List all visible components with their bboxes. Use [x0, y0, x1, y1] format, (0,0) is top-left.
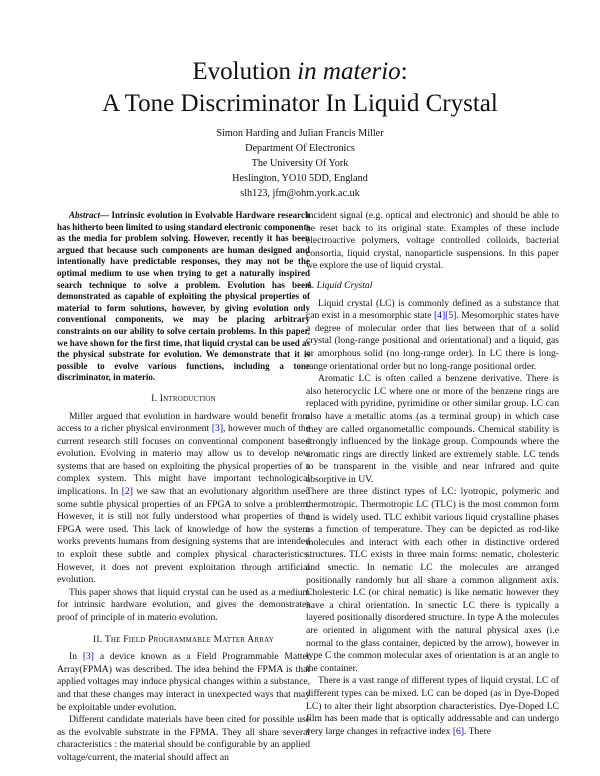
right-paragraph-continued: incident signal (e.g. optical and electronic) and should be able to be reset back to its original state. Examples of these include electroactive polymers, voltage controlled colloids, bacterial consortia, liquid crystal, nanoparticle suspensions. In this paper we explore the use of liquid crystal.	[306, 210, 559, 272]
lc-p1-text-b: . Mesomorphic states have a degree of molecular order that lies between that of a solid crystal (long-range positional and orientational) and a liquid, gas or amorphous solid (no long-range order). In LC there is long-range orientational order but no long-range positional order.	[306, 310, 559, 372]
subsection-heading-liquid-crystal: A. Liquid Crystal	[306, 279, 373, 291]
citation-link-6[interactable]: [6]	[452, 725, 465, 737]
intro-paragraph-1	[57, 411, 310, 587]
citation-link-3[interactable]: [3]	[211, 423, 224, 435]
author-university: The University Of York	[251, 158, 349, 169]
lc-paragraph-4	[306, 675, 559, 738]
fpma-p1-text-a: In	[69, 651, 83, 663]
abstract	[57, 210, 310, 384]
intro-paragraph-2: This paper shows that liquid crystal can be used as a medium for intrinsic hardware evolution, and gives the demonstrates proof of principle of in materio evolution.	[57, 586, 310, 623]
title-part-in-materio: in materio	[297, 58, 401, 85]
lc-p4-text-b: . There	[464, 725, 492, 737]
paper-title-line-2: A Tone Discriminator In Liquid Crystal	[102, 90, 498, 117]
lc-paragraph-2: Aromatic LC is often called a benzene derivative. There is also heterocyclic LC where one or more of the benzene rings are replaced with pyridine, pyrimidine or other similar group. LC can also have a metallic atoms (as a terminal group) in which case they are called organometallic compounds. Chemical stability is strongly influenced by the linkage group. Compounds where the aromatic rings are directly linked are extremely stable. LC tends to be transparent in the visible and near infrared and quite absorptive in UV.	[306, 373, 559, 485]
abstract-text: — Intrinsic evolution in Evolvable Hardware research has hitherto been limited to using standard electronic components as the media for problem solving. However, recently it has been argued that because such components are human designed and intentionally have predictable responses, they may not be the optimal medium to use when trying to get a naturally inspired search technique to solve a problem. Evolution has been demonstrated as capable of exploiting the physical properties of material to form solutions, however, by giving evolution only conventional components, we may be placing arbitrary constraints on our ability to solve certain problems. In this paper, we have shown for the first time, that liquid crystal can be used as the physical substrate for evolution. We demonstrate that it is possible to evolve various functions, including a tone discriminator, in materio.	[57, 210, 310, 383]
right-column	[306, 210, 559, 738]
fpma-paragraph-1	[57, 651, 310, 714]
section-heading-fpma: II. The Field Programmable Matter Array	[93, 633, 274, 645]
intro-p1-text-b: , however much of the current research still focuses on conventional component based evolution. Evolving in materio may allow us to develop new systems that are based on exploiting the physical properties of a complex system. This might have important technological implications. In	[57, 423, 310, 498]
citation-link-3-fpma[interactable]: [3]	[82, 651, 94, 663]
paper-title-line-1	[0, 56, 600, 88]
fpma-p1-text-b: a device known as a Field Programmable Matter Array(FPMA) was described. The idea behind the FPMA is that applied voltages may induce physical changes within a substance, and that these changes may interact in unexpected ways that may be exploitable under evolution.	[57, 651, 310, 713]
title-part-colon: :	[400, 58, 408, 85]
author-block	[0, 126, 600, 201]
citation-link-2[interactable]: [2]	[121, 486, 133, 498]
abstract-label: Abstract	[69, 210, 101, 220]
intro-p1-text-c: we saw that an evolutionary algorithm used some subtle physical properties of an FPGA to solve a problem. However, it is still not fully understood what properties of the FPGA were used. This lack of knowledge of how the system works prevents humans from designing systems that are intended to exploit these subtle and complex physical characteristics. However, it does not prevent exploitation through artificial evolution.	[57, 486, 310, 586]
citation-link-4-5[interactable]: [4][5]	[433, 310, 457, 322]
author-department: Department Of Electronics	[245, 143, 355, 154]
lc-p1-text-a: Liquid crystal (LC) is commonly defined as a substance that can exist in a mesomorphic state	[306, 297, 559, 322]
section-heading-introduction: I. Introduction	[151, 392, 216, 404]
author-names: Simon Harding and Julian Francis Miller	[216, 128, 384, 139]
intro-p1-text-a: Miller argued that evolution in hardware would benefit from access to a richer physical environment	[57, 410, 310, 435]
lc-paragraph-3: There are three distinct types of LC: lyotropic, polymeric and thermotropic. Thermotropic LC (TLC) is the most common form and is widely used. TLC exhibit various liquid crystalline phases as a function of temperature. They can be depicted as rod-like molecules and interact with each other in distinctive ordered structures. TLC exists in three main forms: nematic, cholesteric and smectic. In nematic LC the molecules are arranged positionally randomly but all share a common alignment axis. Cholesteric LC (or chiral nematic) is like nematic however they have a chiral orientation. In smectic LC there is typically a layered positionally disordered structure. In type A the molecules are oriented in alignment with the natural physical axes (i.e normal to the glass container, depicted by the arrow), however in type C the common molecular axes of orientation is at an angle to the container.	[306, 486, 559, 674]
fpma-paragraph-2: Different candidate materials have been cited for possible use as the evolvable substrate in the FPMA. They all share several characteristics : the material should be configurable by an applied voltage/current, the material should affect an	[57, 714, 310, 763]
author-emails: slh123, jfm@ohm.york.ac.uk	[240, 188, 360, 199]
lc-paragraph-1	[306, 298, 559, 374]
author-address: Heslington, YO10 5DD, England	[232, 173, 368, 184]
lc-p4-text-a: There is a vast range of different types of liquid crystal. LC of different types can be mixed. LC can be doped (as in Dye-Doped LC) to alter their light absorption characteristics. Dye-Doped LC film has been made that is optically addressable and can undergo very large changes in refractive index	[306, 675, 559, 737]
left-column	[57, 210, 310, 765]
title-part-evolution: Evolution	[192, 58, 298, 85]
